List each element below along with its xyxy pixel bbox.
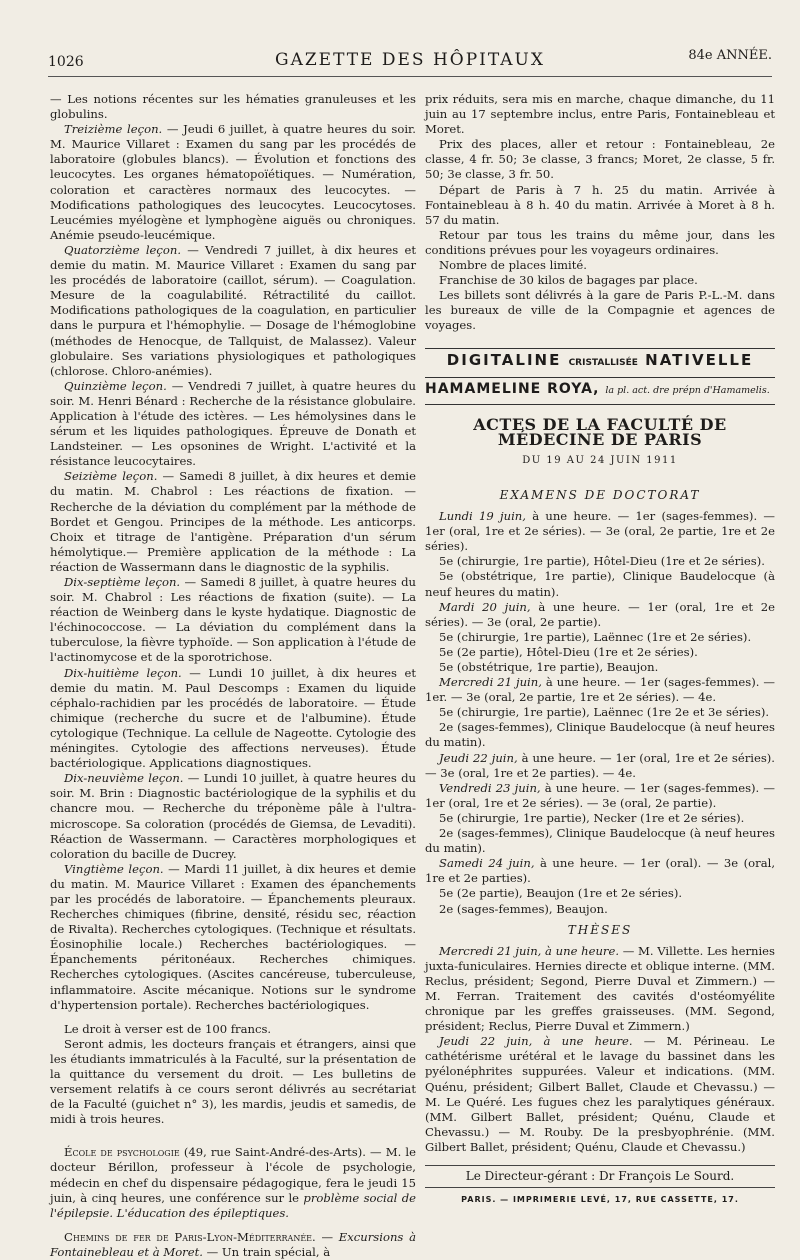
these-thursday xyxy=(425,1034,775,1155)
ad-rule-mid xyxy=(425,377,775,378)
theses-title: THÈSES xyxy=(567,922,633,937)
exam-friday-text: à une heure. — 1er (sages-femmes). — 1er (oral, 1re et 2e séries). — 3e (oral, 2e partie). xyxy=(425,780,775,810)
ecole-italic: problème social de l'épilepsie. L'éducation des épileptiques. xyxy=(50,1190,416,1220)
lesson-15 xyxy=(50,379,416,470)
exam-wednesday-text: à une heure. — 1er (sages-femmes). — 1er. — 3e (oral, 2e partie, 1re et 2e séries). — 4e. xyxy=(425,675,775,705)
actes-date: DU 19 AU 24 JUIN 1911 xyxy=(522,454,678,466)
exam-thursday-text: à une heure. — 1er (oral, 1re et 2e séries). — 3e (oral, 1re et 2e parties). — 4e. xyxy=(425,750,775,780)
hamameline-note: la pl. act. dre prépn d'Hamamelis. xyxy=(605,384,770,396)
digitaline-end: NATIVELLE xyxy=(645,350,754,369)
left-column xyxy=(50,92,416,1260)
lesson-17-text: — Samedi 8 juillet, à quatre heures du soir. M. Chabrol : Les réactions de fixation (suite). — La réaction de Weinberg dans le kyste hydatique. Diagnostic de l'échinococcose. — La déviation du complément dans la tuberculose, la fièvre typhoïde. — Son application à l'étude de l'actinomycose et de la sporotrichose. xyxy=(50,575,416,665)
exam-saturday-text: à une heure. — 1er (oral). — 3e (oral, 1re et 2e parties). xyxy=(425,856,776,886)
lesson-17 xyxy=(50,575,416,666)
lesson-14-text: — Vendredi 7 juillet, à dix heures et demie du matin. M. Maurice Villaret : Examen du sang par les procédés de laboratoire (caillot, sérum). — Coagulation. Mesure de la coagulabilité. Rétractilité du caillot. Modifications pathologiques de la coagulation, en particulier dans le purpura et l'hémophylie. — Dosage de l'hémoglobine (méthodes de Henocque, de Tallquist, de Malassez). Valeur globulaire. Ses variations physiologiques et pathologiques (chlorose. Chloro-anémies). xyxy=(50,242,416,378)
page-number: 1026 xyxy=(48,54,84,70)
lesson-19-label: Dix-neuvième leçon. xyxy=(64,771,184,786)
exam-saturday-b: 5e (2e partie), Beaujon (1re et 2e séries). xyxy=(439,886,683,901)
nombre-places: Nombre de places limité. xyxy=(439,258,587,273)
exam-monday-label: Lundi 19 juin, xyxy=(439,509,526,524)
chemins-de-fer-notice xyxy=(50,1230,416,1260)
lesson-13 xyxy=(50,122,416,243)
chemins-text-2: — Un train spécial, à xyxy=(202,1244,331,1259)
these-thursday-text: — M. Périneau. Le cathétérisme urétéral et le lavage du bassinet dans les pyélonéphrites suppurées. Valeur et indications. (MM. Quénu, président; Gilbert Ballet, Claude et Chevassu.) — M. Le Quéré. Les fugues chez les paralytiques généraux. (MM. Gilbert Ballet, président; Quénu, Claude et Chevassu.) — M. Rouby. De la presbyophrénie. (MM. Gilbert Ballet, président; Quénu, Claude et Chevassu.) xyxy=(425,1034,775,1154)
right-column xyxy=(425,92,775,1207)
exam-tuesday xyxy=(425,600,775,630)
ecole-text: (49, rue Saint-André-des-Arts). — M. le docteur Bérillon, professeur à l'école de psychologie, médecin en chef du dispensaire pédagogique, fera le jeudi 15 juin, à cinq heures, une conférence sur le xyxy=(50,1145,417,1205)
lesson-18 xyxy=(50,666,416,772)
exam-thursday xyxy=(425,751,775,781)
imprint-line: PARIS. — IMPRIMERIE LEVÉ, 17, RUE CASSETTE, 17. xyxy=(461,1195,739,1205)
lesson-16-label: Seizième leçon. xyxy=(64,469,158,484)
examens-title: EXAMENS DE DOCTORAT xyxy=(499,487,701,502)
header-rule xyxy=(48,76,772,77)
exam-saturday xyxy=(425,856,775,886)
digitaline-ad xyxy=(425,350,775,371)
lesson-20-label: Vingtième leçon. xyxy=(64,861,164,876)
admission-paragraph: Seront admis, les docteurs français et étrangers, ainsi que les étudiants immatriculés à la Faculté, sur la présentation de la quittance du versement du droit. — Les bulletins de versement relatifs à ce cours seront délivrés au secrétariat de la Faculté (guichet n° 3), les mardis, jeudis et samedis, de midi à trois heures. xyxy=(50,1036,416,1127)
chemins-label: Chemins de fer de Paris-Lyon-Méditerranée. xyxy=(64,1229,316,1244)
chemins-italic: Excursions à Fontainebleau et à Moret. xyxy=(50,1229,417,1259)
ecole-label: École de psychologie xyxy=(64,1145,180,1160)
exam-wednesday xyxy=(425,675,775,705)
ad-rule-bottom xyxy=(425,404,775,405)
lesson-19-text: — Lundi 10 juillet, à quatre heures du soir. M. Brin : Diagnostic bactériologique de la syphilis et du chancre mou. — Recherche du tréponème pâle à l'ultra-microscope. Sa coloration (procédés de Giemsa, de Levaditi). Réaction de Wassermann. — Caractères morphologiques et coloration du bacille de Ducrey. xyxy=(50,771,417,861)
retour-trains: Retour par tous les trains du même jour, dans les conditions prévues pour les voyageurs ordinaires. xyxy=(425,227,775,257)
exam-thursday-label: Jeudi 22 juin, xyxy=(439,750,518,765)
exam-saturday-c: 2e (sages-femmes), Beaujon. xyxy=(439,901,608,916)
lesson-18-text: — Lundi 10 juillet, à dix heures et demie du matin. M. Paul Descomps : Examen du liquide céphalo-rachidien par les procédés de laboratoire. — Étude chimique (recherche du sucre et de l'albumine). Étude cytologique (Technique. La cellule de Nageotte. Cytologie des méningites. Cytologie des affections nerveuses). Étude bactériologique. Applications diagnostiques. xyxy=(50,665,416,771)
these-wednesday-label: Mercredi 21 juin, à une heure. xyxy=(439,943,620,958)
fee-paragraph: Le droit à verser est de 100 francs. xyxy=(64,1021,272,1036)
running-title: GAZETTE DES HÔPITAUX xyxy=(274,50,545,70)
lesson-18-label: Dix-huitième leçon. xyxy=(64,665,182,680)
exam-friday-b: 5e (chirurgie, 1re partie), Necker (1re et 2e séries). xyxy=(439,810,745,825)
ad-rule-top xyxy=(425,348,775,349)
gerant-line: Le Directeur-gérant : Dr François Le Sourd. xyxy=(425,1165,775,1188)
exam-saturday-label: Samedi 24 juin, xyxy=(439,856,535,871)
exam-wednesday-c: 2e (sages-femmes), Clinique Baudelocque (à neuf heures du matin). xyxy=(425,720,775,750)
lesson-20 xyxy=(50,862,416,1013)
hamameline-ad xyxy=(425,382,775,398)
lesson-14-label: Quatorzième leçon. xyxy=(64,242,182,257)
lesson-17-label: Dix-septième leçon. xyxy=(64,575,181,589)
depart-paris: Départ de Paris à 7 h. 25 du matin. Arrivée à Fontainebleau à 8 h. 40 du matin. Arrivée à Moret à 8 h. 57 du matin. xyxy=(425,182,775,227)
chemins-text: — xyxy=(315,1229,339,1244)
these-wednesday xyxy=(425,944,775,1035)
year-label: 84e ANNÉE. xyxy=(688,48,772,63)
prix-places: Prix des places, aller et retour : Fontainebleau, 2e classe, 4 fr. 50; 3e classe, 3 francs; Moret, 2e classe, 5 fr. 50; 3e classe, 3 fr. 50. xyxy=(425,137,775,182)
exam-monday-b: 5e (chirurgie, 1re partie), Hôtel-Dieu (1re et 2e séries). xyxy=(439,554,765,569)
exam-tuesday-d: 5e (obstétrique, 1re partie), Beaujon. xyxy=(439,660,659,674)
exam-monday-c: 5e (obstétrique, 1re partie), Clinique Baudelocque (à neuf heures du matin). xyxy=(425,569,775,599)
digitaline-main: DIGITALINE xyxy=(446,350,562,369)
lesson-16-text: — Samedi 8 juillet, à dix heures et demie du matin. M. Chabrol : Les réactions de fixation. — Recherche de la déviation du complément par la méthode de Bordet et Gengou. Principes de la méthode. Les anticorps. Choix et titrage de l'antigène. Préparation d'un sérum hémolytique.— Première application de la méthode : La réaction de Wassermann dans le diagnostic de la syphilis. xyxy=(50,469,416,574)
exam-tuesday-text: à une heure. — 1er (oral, 1re et 2e séries). — 3e (oral, 2e partie). xyxy=(425,599,775,629)
lesson-13-label: Treizième leçon. xyxy=(64,122,163,137)
exam-monday-text: à une heure. — 1er (sages-femmes). — 1er (oral, 1re et 2e séries). — 3e (oral, 2e partie, 1re et 2e séries). xyxy=(425,509,775,554)
lesson-14 xyxy=(50,243,416,379)
exam-friday xyxy=(425,781,775,811)
lesson-15-label: Quinzième leçon. xyxy=(64,378,167,393)
digitaline-small: CRISTALLISÉE xyxy=(568,357,638,368)
train-continued: prix réduits, sera mis en marche, chaque dimanche, du 11 juin au 17 septembre inclus, entre Paris, Fontainebleau et Moret. xyxy=(425,92,775,137)
exam-friday-c: 2e (sages-femmes), Clinique Baudelocque (à neuf heures du matin). xyxy=(425,826,775,856)
exam-monday xyxy=(425,509,775,554)
these-thursday-label: Jeudi 22 juin, à une heure. xyxy=(439,1034,633,1049)
lesson-15-text: — Vendredi 7 juillet, à quatre heures du soir. M. Henri Bénard : Recherche de la résistance globulaire. Application à l'étude des ictères. — Les hémolysines dans le sérum et les liquides pathologiques. Épreuve de Donath et Landsteiner. — Les opsonines de Wright. L'activité et la résistance leucocytaires. xyxy=(50,378,417,469)
actes-title: ACTES DE LA FACULTÉ DE MÉDECINE DE PARIS xyxy=(473,414,727,449)
page-header xyxy=(48,44,772,74)
lesson-13-text: — Jeudi 6 juillet, à quatre heures du soir. M. Maurice Villaret : Examen du sang par les procédés de laboratoire (globules blancs). — Évolution et fonctions des leucocytes. Les organes hématopoïétiques. — Numération, coloration et caractères normaux des leucocytes. — Modifications pathologiques des leucocytes. Leucocytoses. Leucémies myélogène et lymphogène aiguës ou chroniques. Anémie pseudo-leucémique. xyxy=(50,122,416,242)
lesson-20-text: — Mardi 11 juillet, à dix heures et demie du matin. M. Maurice Villaret : Examen des épanchements par les procédés de laboratoire. — Épanchements pleuraux. Recherches chimiques (fibrine, densité, résidu sec, réaction de Rivalta). Recherches cytologiques. (Technique et résultats. Éosinophilie locale.) Recherches bactériologiques. — Épanchements péritonéaux. Recherches chimiques. Recherches cytologiques. (Ascites cancéreuse, tuberculeuse, inflammatoire. Ascite mécanique. Notions sur le syndrome d'hypertension portale). Recherches bactériologiques. xyxy=(50,861,416,1012)
billets-delivres: Les billets sont délivrés à la gare de Paris P.-L.-M. dans les bureaux de ville de la Compagnie et agences de voyages. xyxy=(425,288,775,333)
exam-friday-label: Vendredi 23 juin, xyxy=(439,780,541,795)
exam-tuesday-b: 5e (chirurgie, 1re partie), Laënnec (1re et 2e séries). xyxy=(439,629,752,644)
exam-tuesday-label: Mardi 20 juin, xyxy=(439,599,531,614)
exam-tuesday-c: 5e (2e partie), Hôtel-Dieu (1re et 2e séries). xyxy=(439,644,698,659)
franchise-bagages: Franchise de 30 kilos de bagages par place. xyxy=(439,273,698,288)
lesson-19 xyxy=(50,771,416,862)
hamameline-main: HAMAMELINE ROYA, xyxy=(425,380,600,397)
ecole-psychologie-notice xyxy=(50,1145,416,1220)
exam-wednesday-label: Mercredi 21 juin, xyxy=(439,675,542,690)
these-wednesday-text: — M. Villette. Les hernies juxta-funiculaires. Hernies directe et oblique interne. (MM. Reclus, président; Segond, Pierre Duval et Zimmern.) — M. Ferran. Traitement des cavités d'ostéomyélite chronique par les greffes graisseuses. (MM. Segond, président; Reclus, Pierre Duval et Zimmern.) xyxy=(425,943,775,1034)
exam-wednesday-b: 5e (chirurgie, 1re partie), Laënnec (1re 2e et 3e séries). xyxy=(439,705,770,720)
lesson-16 xyxy=(50,469,416,575)
intro-paragraph: — Les notions récentes sur les hématies granuleuses et les globulins. xyxy=(50,92,416,122)
